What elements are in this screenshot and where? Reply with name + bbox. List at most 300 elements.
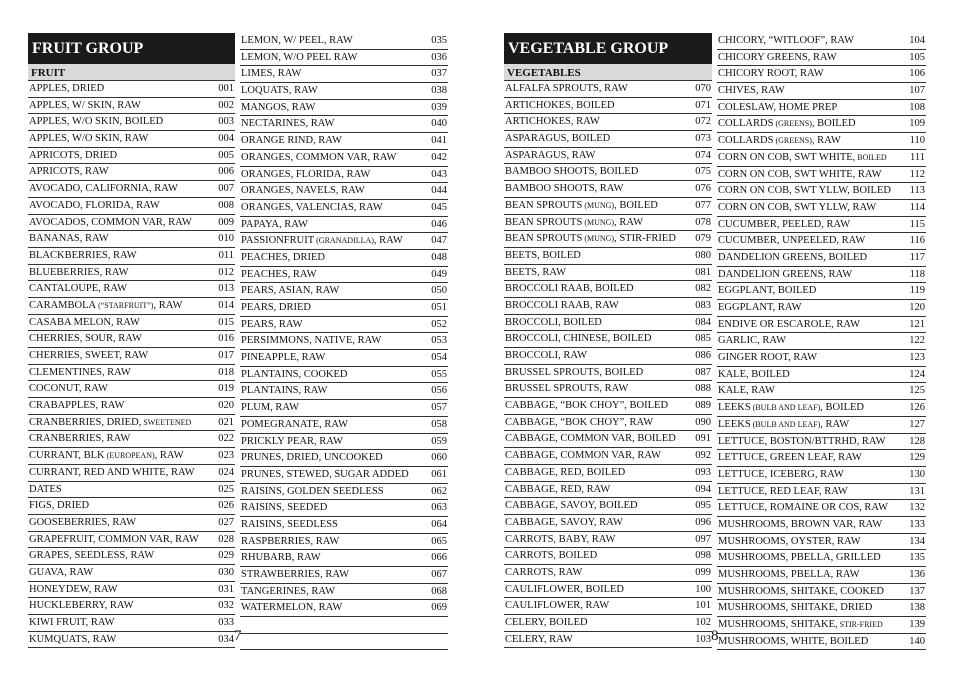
list-item [504,398,712,415]
item-label: DATES [29,483,62,495]
item-label: CHICORY GREENS, RAW [718,51,837,63]
list-item [28,81,235,98]
list-item [717,584,926,601]
item-number: 087 [695,366,711,378]
item-number: 073 [695,133,711,145]
list-item [28,215,235,232]
item-label: ASPARAGUS, RAW [505,149,596,161]
item-label: MUSHROOMS, PBELLA, GRILLED [718,552,881,564]
list-item [28,265,235,282]
list-item [240,116,448,133]
item-label: CELERY, RAW [505,633,573,645]
list-item [28,398,235,415]
item-label: ARTICHOKES, RAW [505,116,600,128]
item-label: CABBAGE, RED, BOILED [505,466,626,478]
item-number: 135 [909,552,925,564]
item-label: MANGOS, RAW [241,101,316,113]
item-number: 117 [909,251,925,263]
item-label: GRAPEFRUIT, COMMON VAR, RAW [29,533,199,545]
item-number: 136 [909,569,925,580]
item-number: 120 [909,302,925,313]
item-label: CHICORY ROOT, RAW [718,68,824,80]
list-item [504,181,712,198]
list-item [240,450,448,467]
list-item [240,317,448,334]
item-label: APPLES, W/O SKIN, BOILED [29,116,164,128]
list-item [28,548,235,565]
list-item [717,534,926,551]
list-item [240,584,448,601]
item-number: 095 [695,500,711,512]
item-label: CHICORY, “WITLOOF”, RAW [718,35,855,46]
list-item [717,217,926,234]
list-item [28,381,235,398]
item-number: 048 [431,251,447,263]
item-label: CUCUMBER, UNPEELED, RAW [718,235,866,247]
item-label: FIGS, DRIED [29,500,90,512]
item-label: CURRANT, BLK (EUROPEAN), RAW [29,450,184,462]
item-number: 077 [695,199,711,211]
list-item [240,617,448,634]
list-item [717,383,926,400]
list-item [240,500,448,517]
item-label: PRUNES, STEWED, SUGAR ADDED [241,468,409,480]
item-label: CLEMENTINES, RAW [29,366,131,378]
list-item [28,515,235,532]
list-item [504,315,712,332]
item-label: COCONUT, RAW [29,383,108,395]
list-item [504,482,712,499]
item-label: CRABAPPLES, RAW [29,400,125,412]
item-number: 068 [431,585,447,597]
list-item [28,315,235,332]
item-label: CURRANT, RED AND WHITE, RAW [29,466,195,478]
item-label: CORN ON COB, SWT YLLW, RAW [718,201,877,213]
list-item [504,348,712,365]
list-item [504,298,712,315]
item-number: 088 [695,383,711,395]
item-number: 131 [909,485,925,497]
list-item [504,598,712,615]
list-item [717,150,926,167]
item-label: HUCKLEBERRY, RAW [29,600,134,612]
list-item [717,500,926,517]
item-number: 072 [695,116,711,128]
vegetable-list-1 [504,81,712,648]
item-number: 031 [218,583,234,595]
item-number: 139 [909,619,925,631]
item-number: 041 [431,135,447,147]
item-number: 049 [431,268,447,280]
list-item [240,400,448,417]
item-label: CARROTS, RAW [505,566,583,578]
item-number: 027 [218,516,234,528]
item-number: 086 [695,350,711,361]
item-number: 042 [431,151,447,163]
item-label: CABBAGE, “BOK CHOY”, BOILED [505,400,669,412]
item-number: 056 [431,385,447,397]
item-number: 074 [695,149,711,161]
item-number: 029 [218,550,234,562]
list-item [717,183,926,200]
item-number: 111 [910,151,925,163]
fruit-list-2 [240,33,448,650]
item-label: BEETS, BOILED [505,249,581,261]
item-number: 070 [695,83,711,94]
list-item [504,331,712,348]
item-number: 097 [695,533,711,545]
item-number: 124 [909,368,925,380]
item-label: BROCCOLI, BOILED [505,316,602,328]
list-item [504,114,712,131]
list-item [28,248,235,265]
item-label: WATERMELON, RAW [241,602,343,614]
item-label: PEACHES, RAW [241,268,317,280]
item-label: COLLARDS (GREENS), RAW [718,135,841,147]
item-number: 012 [218,266,234,278]
item-number: 045 [431,201,447,213]
list-item [504,231,712,248]
item-label: LETTUCE, RED LEAF, RAW [718,485,848,497]
vegetable-list-2 [717,33,926,650]
item-number: 052 [431,318,447,330]
item-number: 036 [431,51,447,63]
item-number: 063 [431,502,447,514]
list-item [240,217,448,234]
item-label: BRUSSEL SPROUTS, BOILED [505,366,644,378]
list-item [28,198,235,215]
item-label: BANANAS, RAW [29,233,109,245]
item-label: CABBAGE, SAVOY, RAW [505,516,623,528]
list-item [28,348,235,365]
item-label: CRANBERRIES, RAW [29,433,131,445]
item-number: 055 [431,368,447,380]
item-number: 098 [695,550,711,562]
item-label: CORN ON COB, SWT WHITE, BOILED [718,151,887,163]
item-number: 078 [695,216,711,228]
list-item [717,33,926,50]
list-item [240,517,448,534]
item-number: 064 [431,518,447,530]
item-label: LETTUCE, ROMAINE OR COS, RAW [718,502,889,514]
list-item [504,532,712,549]
item-label: BROCCOLI RAAB, BOILED [505,283,634,295]
item-number: 137 [909,585,925,597]
list-item [28,498,235,515]
item-number: 132 [909,502,925,514]
item-number: 050 [431,285,447,297]
item-number: 023 [218,450,234,462]
item-label: PEACHES, DRIED [241,251,326,263]
item-label: PAPAYA, RAW [241,218,308,230]
item-number: 013 [218,283,234,295]
list-item [504,148,712,165]
list-item [28,482,235,499]
vegetable-subtitle: VEGETABLES [504,64,712,81]
item-number: 115 [909,218,925,230]
item-number: 113 [909,185,925,197]
item-label: CARROTS, BABY, RAW [505,533,616,545]
item-label: STRAWBERRIES, RAW [241,569,349,580]
item-label: TANGERINES, RAW [241,585,335,597]
item-label: LIMES, RAW [241,68,302,80]
item-label: GUAVA, RAW [29,566,94,578]
item-label: LEMON, W/ PEEL, RAW [241,35,353,46]
list-item [240,250,448,267]
item-number: 051 [431,302,447,313]
item-label: BLUEBERRIES, RAW [29,266,129,278]
item-number: 102 [695,617,711,628]
item-number: 007 [218,183,234,195]
list-item [240,634,448,651]
item-number: 005 [218,149,234,161]
item-number: 046 [431,218,447,230]
list-item [240,300,448,317]
item-number: 128 [909,435,925,447]
item-label: CABBAGE, “BOK CHOY”, RAW [505,416,654,428]
item-label: BEAN SPROUTS (MUNG), STIR-FRIED [505,233,676,245]
list-item [240,267,448,284]
item-label: CABBAGE, SAVOY, BOILED [505,500,638,512]
item-number: 092 [695,450,711,462]
item-number: 129 [909,452,925,464]
list-item [504,164,712,181]
item-number: 103 [695,633,711,645]
item-number: 024 [218,466,234,478]
list-item [717,517,926,534]
item-number: 054 [431,352,447,364]
item-label: PASSIONFRUIT (GRANADILLA), RAW [241,235,403,247]
list-item [240,133,448,150]
list-item [717,233,926,250]
list-item [240,467,448,484]
item-label: PINEAPPLE, RAW [241,352,326,364]
fruit-subtitle: FRUIT [28,64,235,81]
item-number: 060 [431,452,447,464]
list-item [504,215,712,232]
item-number: 089 [695,400,711,412]
item-label: BROCCOLI, RAW [505,350,587,361]
item-number: 020 [218,400,234,412]
item-label: LEMON, W/O PEEL RAW [241,51,358,63]
item-label: ORANGES, VALENCIAS, RAW [241,201,383,213]
item-label: PRUNES, DRIED, UNCOOKED [241,452,383,464]
item-number: 096 [695,516,711,528]
list-item [504,498,712,515]
item-label: RAISINS, SEEDED [241,502,328,514]
list-item [28,114,235,131]
item-label: EGGPLANT, BOILED [718,285,817,297]
item-number: 101 [695,600,711,612]
list-item [28,231,235,248]
list-item [717,300,926,317]
item-label: CARAMBOLA (“STARFRUIT”), RAW [29,299,183,311]
item-number: 059 [431,435,447,447]
list-item [717,133,926,150]
item-label: EGGPLANT, RAW [718,302,802,313]
list-item [28,331,235,348]
item-label: MUSHROOMS, OYSTER, RAW [718,535,861,547]
item-label: AVOCADOS, COMMON VAR, RAW [29,216,192,228]
list-item [717,267,926,284]
list-item [28,632,235,649]
item-label: PEARS, DRIED [241,302,312,313]
item-number: 053 [431,335,447,347]
item-number: 010 [218,233,234,245]
item-number: 082 [695,283,711,295]
item-label: RASPBERRIES, RAW [241,535,340,547]
item-number: 071 [695,99,711,111]
item-number: 025 [218,483,234,495]
list-item [240,283,448,300]
item-number: 134 [909,535,925,547]
list-item [717,434,926,451]
item-number: 119 [909,285,925,297]
item-number: 021 [218,416,234,428]
list-item [28,532,235,549]
item-number: 038 [431,85,447,97]
item-number: 047 [431,235,447,247]
list-item [28,298,235,315]
item-label: ARTICHOKES, BOILED [505,99,615,111]
list-item [504,248,712,265]
item-label: BAMBOO SHOOTS, BOILED [505,166,639,178]
item-number: 122 [909,335,925,347]
page-number-right: 8 [711,628,719,644]
item-number: 091 [695,433,711,445]
list-item [240,100,448,117]
list-item [717,567,926,584]
item-label: KUMQUATS, RAW [29,633,117,645]
list-item [717,283,926,300]
item-label: AVOCADO, FLORIDA, RAW [29,199,160,211]
item-number: 032 [218,600,234,612]
list-item [240,567,448,584]
list-item [717,200,926,217]
item-label: KALE, BOILED [718,368,790,380]
list-item [717,600,926,617]
item-label: BEAN SPROUTS (MUNG), BOILED [505,199,658,211]
item-label: APPLES, W/O SKIN, RAW [29,133,149,145]
list-item [240,333,448,350]
list-item [504,615,712,632]
item-number: 043 [431,168,447,180]
item-number: 058 [431,418,447,430]
item-label: BLACKBERRIES, RAW [29,249,137,261]
item-label: CELERY, BOILED [505,617,588,628]
fruit-group-title: FRUIT GROUP [28,33,235,64]
list-item [504,632,712,649]
item-number: 040 [431,118,447,130]
item-label: BROCCOLI RAAB, RAW [505,299,619,311]
item-number: 017 [218,350,234,361]
item-label: APPLES, W/ SKIN, RAW [29,99,141,111]
list-item [240,383,448,400]
list-item [717,634,926,651]
fruit-column-1 [28,33,235,648]
item-number: 004 [218,133,234,145]
list-item [504,515,712,532]
list-item [504,265,712,282]
list-item [717,317,926,334]
item-number: 099 [695,566,711,578]
item-number: 016 [218,333,234,345]
list-item [504,565,712,582]
item-number: 126 [909,402,925,414]
item-label: CABBAGE, RED, RAW [505,483,611,495]
item-number: 034 [218,633,234,645]
list-item [28,598,235,615]
item-label: PEARS, ASIAN, RAW [241,285,340,297]
list-item [717,617,926,634]
item-number: 075 [695,166,711,178]
list-item [28,148,235,165]
item-label: KIWI FRUIT, RAW [29,617,115,628]
list-item [28,281,235,298]
item-number: 018 [218,366,234,378]
item-label: PLANTAINS, RAW [241,385,328,397]
item-number: 133 [909,518,925,530]
item-number: 125 [909,385,925,397]
list-item [504,198,712,215]
item-label: MUSHROOMS, BROWN VAR, RAW [718,518,883,530]
list-item [28,582,235,599]
item-label: BRUSSEL SPROUTS, RAW [505,383,629,395]
item-number: 066 [431,552,447,564]
list-item [717,250,926,267]
item-label: ORANGES, FLORIDA, RAW [241,168,371,180]
item-number: 116 [909,235,925,247]
item-label: CABBAGE, COMMON VAR, BOILED [505,433,676,445]
list-item [28,448,235,465]
item-number: 107 [909,85,925,97]
item-number: 014 [218,299,234,311]
item-number: 039 [431,101,447,113]
item-label: KALE, RAW [718,385,775,397]
list-item [28,431,235,448]
list-item [504,98,712,115]
list-item [28,615,235,632]
list-item [240,484,448,501]
list-item [240,600,448,617]
item-label: RHUBARB, RAW [241,552,321,564]
list-item [717,350,926,367]
item-number: 121 [909,318,925,330]
item-number: 003 [218,116,234,128]
item-number: 094 [695,483,711,495]
item-number: 065 [431,535,447,547]
item-number: 009 [218,216,234,228]
item-label: DANDELION GREENS, BOILED [718,251,868,263]
item-number: 067 [431,569,447,580]
item-label: LETTUCE, GREEN LEAF, RAW [718,452,862,464]
item-label: RAISINS, GOLDEN SEEDLESS [241,485,384,497]
list-item [717,450,926,467]
list-item [717,400,926,417]
list-item [717,333,926,350]
list-item [717,550,926,567]
item-label: PLANTAINS, COOKED [241,368,348,380]
item-label: CUCUMBER, PEELED, RAW [718,218,851,230]
item-number: 109 [909,118,925,130]
page-number-left: 7 [234,628,242,644]
vegetable-group-title: VEGETABLE GROUP [504,33,712,64]
item-label: MUSHROOMS, SHITAKE, COOKED [718,585,885,597]
item-number: 100 [695,583,711,595]
list-item [240,350,448,367]
item-number: 044 [431,185,447,197]
list-item [240,183,448,200]
